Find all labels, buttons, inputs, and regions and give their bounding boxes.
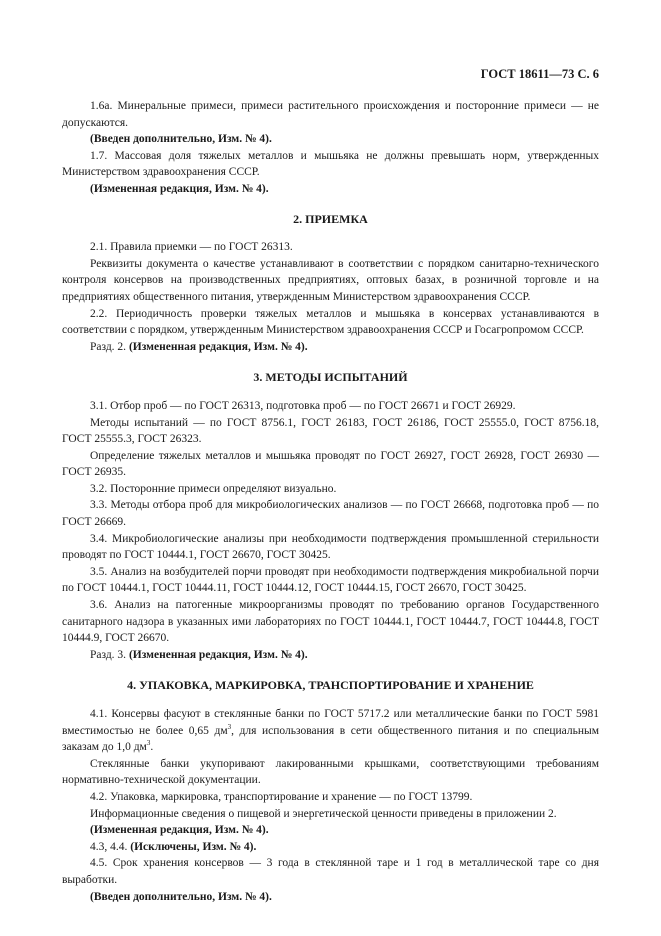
text-run: .: [150, 741, 154, 754]
section-ref: Разд. 2.: [90, 340, 127, 353]
section-3-amendment: [62, 647, 599, 664]
paragraph-3-6: 3.6. Анализ на патогенные микроорганизмы проводят по требованию органов Государственного санитарного надзора в указанных ими лабораториях по ГОСТ 10444.1, ГОСТ 10444.7, ГОСТ 10444.8, ГОСТ 10444.9, ГОСТ 26670.: [62, 599, 599, 645]
section-3-title: 3. МЕТОДЫ ИСПЫТАНИЙ: [253, 370, 408, 385]
amendment-note: (Измененная редакция, Изм. № 4).: [128, 648, 308, 661]
paragraph-2-2: 2.2. Периодичность проверки тяжелых металлов и мышьяка в консервах устанавливаются в соответствии с порядком, утвержденным Министерством здравоохранения СССР и Госагропромом СССР.: [62, 307, 599, 337]
paragraph-3-2: 3.2. Посторонние примеси определяют визуально.: [90, 482, 337, 495]
amendment-note: (Введен дополнительно, Изм. № 4).: [90, 890, 272, 903]
amendment-note: (Введен дополнительно, Изм. № 4).: [90, 133, 272, 146]
paragraph-4-5: 4.5. Срок хранения консервов — 3 года в стеклянной таре и 1 год в металлической таре со дня выработки.: [62, 857, 599, 886]
paragraph-3-4: 3.4. Микробиологические анализы при необходимости подтверждения промышленной стерильности проводят по ГОСТ 10444.1, ГОСТ 26670, ГОСТ 30425.: [62, 532, 599, 562]
page-header: ГОСТ 18611—73 С. 6: [480, 67, 599, 81]
paragraph-3-3: 3.3. Методы отбора проб для микробиологических анализов — по ГОСТ 26668, подготовка проб — по ГОСТ 26669.: [62, 499, 599, 529]
paragraph-4-2: 4.2. Упаковка, маркировка, транспортирование и хранение — по ГОСТ 13799.: [90, 790, 473, 803]
section-2-title: 2. ПРИЕМКА: [293, 211, 368, 226]
paragraph-3-1c: Определение тяжелых металлов и мышьяка проводят по ГОСТ 26927, ГОСТ 26928, ГОСТ 26930 — ГОСТ 26935.: [62, 449, 599, 479]
paragraph-3-1b: Методы испытаний — по ГОСТ 8756.1, ГОСТ 26183, ГОСТ 26186, ГОСТ 25555.0, ГОСТ 8756.18, ГОСТ 25555.3, ГОСТ 26323.: [62, 416, 599, 446]
amendment-note: (Исключены, Изм. № 4).: [130, 840, 257, 853]
paragraph-4-1: [62, 706, 599, 756]
section-ref: 4.3, 4.4.: [90, 840, 128, 853]
superscript: 3: [146, 739, 151, 748]
paragraph-1-6a: 1.6а. Минеральные примеси, примеси растительного происхождения и посторонние примеси — не допускаются.: [62, 100, 599, 129]
paragraph-2-1: 2.1. Правила приемки — по ГОСТ 26313.: [90, 241, 293, 254]
paragraph-4-2b: Информационные сведения о пищевой и энергетической ценности приведены в приложении 2.: [90, 807, 557, 820]
text-run: 4.1. Консервы фасуют в стеклянные банки по ГОСТ 5717.2 или металлические банки по ГОСТ 5981 вместимостью не более 0,65 дм: [62, 708, 599, 737]
section-ref: Разд. 3.: [90, 648, 127, 661]
amendment-note: (Измененная редакция, Изм. № 4).: [90, 182, 269, 195]
paragraph-2-1b: Реквизиты документа о качестве устанавливают в соответствии с порядком санитарно-технического контроля консервов на производственных предприятиях, оптовых базах, в розничной торговле и на предприятиях общественного питания, утвержденным Министерством здравоохранения СССР.: [62, 257, 599, 303]
document-body: [62, 98, 599, 905]
paragraph-4-1b: Стеклянные банки укупоривают лакированными крышками, соответствующими требованиям нормативно-технической документации.: [62, 757, 599, 787]
text-run: , для использования в сети общественного питания и по специальным заказам до 1,0 дм: [62, 724, 599, 754]
paragraph-3-5: 3.5. Анализ на возбудителей порчи проводят при необходимости подтверждения микробиальной порчи по ГОСТ 10444.1, ГОСТ 10444.11, ГОСТ 10444.12, ГОСТ 10444.15, ГОСТ 26670, ГОСТ 30425.: [62, 565, 599, 595]
amendment-note: (Измененная редакция, Изм. № 4).: [128, 340, 308, 353]
section-4-title: 4. УПАКОВКА, МАРКИРОВКА, ТРАНСПОРТИРОВАНИЕ И ХРАНЕНИЕ: [127, 678, 534, 693]
paragraph-3-1: 3.1. Отбор проб — по ГОСТ 26313, подготовка проб — по ГОСТ 26671 и ГОСТ 26929.: [90, 399, 516, 412]
superscript: 3: [227, 722, 232, 731]
paragraph-1-7: 1.7. Массовая доля тяжелых металлов и мышьяка не должны превышать норм, утвержденных Министерством здравоохранения СССР.: [62, 149, 599, 179]
amendment-note: (Измененная редакция, Изм. № 4).: [90, 824, 269, 837]
paragraph-4-3-4-4: [62, 839, 599, 856]
section-2-amendment: [62, 339, 599, 356]
